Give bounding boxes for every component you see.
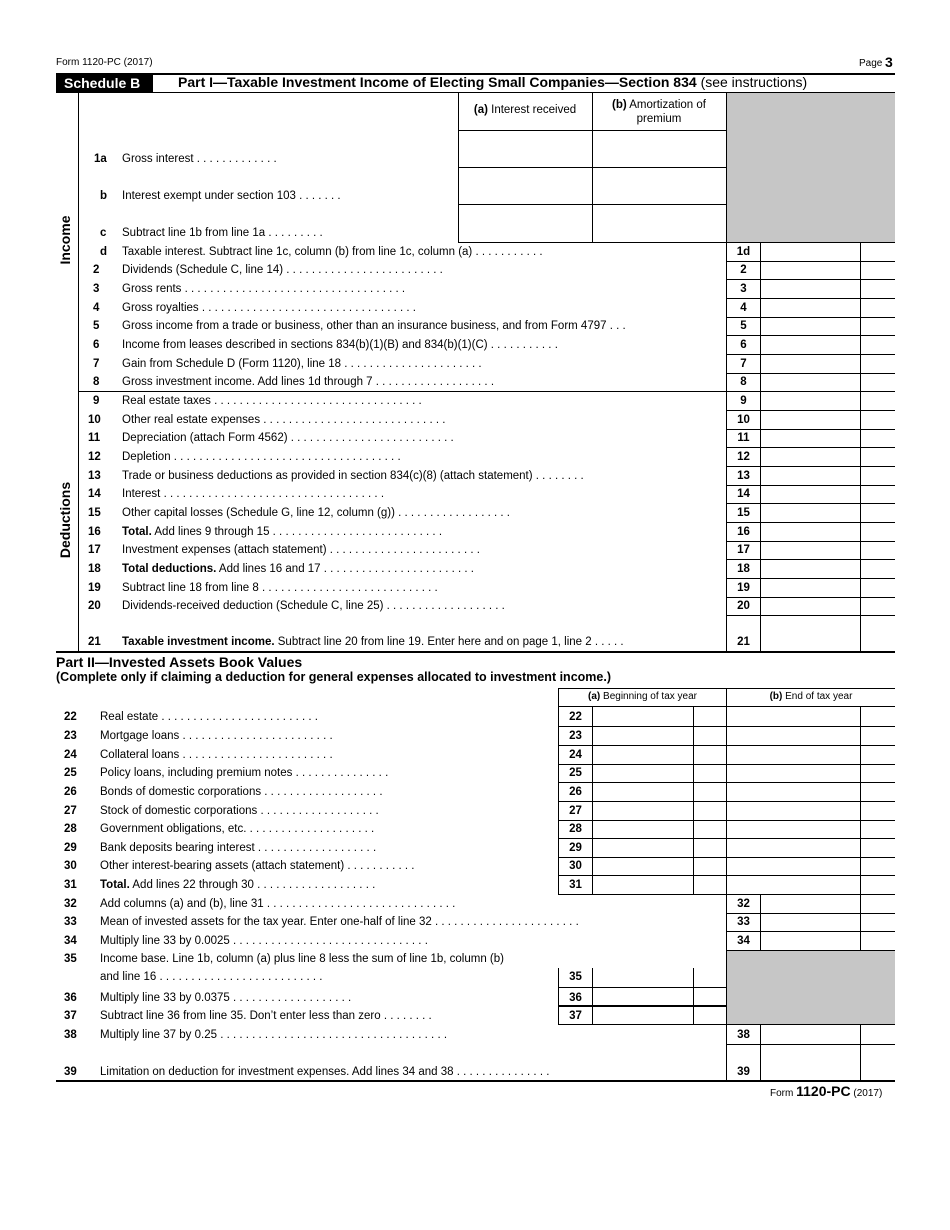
- line-label: Collateral loans . . . . . . . . . . . . . . . . . . . . . . . .: [100, 749, 333, 761]
- line-number: 6: [93, 339, 100, 351]
- shaded-area-top: [727, 93, 895, 242]
- line-13-cents-input[interactable]: [861, 467, 895, 485]
- line-20-amount-input[interactable]: [761, 597, 860, 615]
- line-28-col-b-input[interactable]: [727, 820, 860, 838]
- line-1d-amount-input[interactable]: [761, 243, 860, 261]
- line-box-number: 8: [740, 376, 747, 388]
- part2-subtitle: (Complete only if claiming a deduction for general expenses allocated to investment income.): [56, 670, 611, 684]
- line-30-col-a-input[interactable]: [593, 857, 693, 875]
- line-label: Total. Add lines 9 through 15 . . . . . . . . . . . . . . . . . . . . . . . . . . .: [122, 526, 443, 538]
- line-number: 34: [64, 935, 77, 947]
- line-label: Real estate taxes . . . . . . . . . . . . . . . . . . . . . . . . . . . . . . . . .: [122, 395, 422, 407]
- line-label: Taxable investment income. Subtract line 20 from line 19. Enter here and on page 1, line 2 . . . . .: [122, 636, 624, 648]
- line-31-col-a-input[interactable]: [593, 876, 693, 894]
- line-35-amount-input[interactable]: [593, 969, 693, 987]
- line-box-number: 22: [569, 711, 582, 723]
- line-label: Limitation on deduction for investment expenses. Add lines 34 and 38 . . . . . . . . . . . . . . .: [100, 1066, 550, 1078]
- line-5-cents-input[interactable]: [861, 317, 895, 335]
- line-label: Bonds of domestic corporations . . . . . . . . . . . . . . . . . . .: [100, 786, 383, 798]
- line-box-number: 28: [569, 823, 582, 835]
- line-6-cents-input[interactable]: [861, 336, 895, 354]
- line-1a-col-b-input[interactable]: [593, 131, 726, 167]
- line-label: Bank deposits bearing interest . . . . . . . . . . . . . . . . . . .: [100, 842, 377, 854]
- line-label: Depletion . . . . . . . . . . . . . . . . . . . . . . . . . . . . . . . . . . . .: [122, 451, 401, 463]
- line-box-number: 35: [569, 971, 582, 983]
- line-label: Total deductions. Add lines 16 and 17 . . . . . . . . . . . . . . . . . . . . . . . .: [122, 563, 474, 575]
- line-number: 21: [88, 636, 101, 648]
- line-number: 14: [88, 488, 101, 500]
- line-box-number: 6: [740, 339, 747, 351]
- line-number: b: [100, 190, 108, 202]
- line-34-amount-input[interactable]: [761, 932, 860, 950]
- line-label: Investment expenses (attach statement) . . . . . . . . . . . . . . . . . . . . . . . .: [122, 544, 480, 556]
- line-box-number: 16: [737, 526, 750, 538]
- line-14-cents-input[interactable]: [861, 485, 895, 503]
- line-box-number: 19: [737, 582, 750, 594]
- line-box-number: 12: [737, 451, 750, 463]
- line-8-amount-input[interactable]: [761, 373, 860, 391]
- line-1d-cents-input[interactable]: [861, 243, 895, 261]
- line-number: 37: [64, 1010, 77, 1022]
- line-box-number: 17: [737, 544, 750, 556]
- line-32-cents-input[interactable]: [861, 895, 895, 913]
- line-number: 25: [64, 767, 77, 779]
- line-24-col-a-input[interactable]: [593, 746, 693, 764]
- line-23-col-a-input[interactable]: [593, 727, 693, 745]
- line-29-col-a-input[interactable]: [593, 839, 693, 857]
- line-number: 32: [64, 898, 77, 910]
- line-38-cents-input[interactable]: [861, 1026, 895, 1044]
- line-27-col-b-input[interactable]: [727, 802, 860, 820]
- line-label: Total. Add lines 22 through 30 . . . . . . . . . . . . . . . . . . .: [100, 879, 376, 891]
- line-label: Mortgage loans . . . . . . . . . . . . . . . . . . . . . . . .: [100, 730, 333, 742]
- line-box-number: 13: [737, 470, 750, 482]
- line-30-col-b-input[interactable]: [727, 857, 860, 875]
- line-label: Dividends (Schedule C, line 14) . . . . . . . . . . . . . . . . . . . . . . . . .: [122, 264, 443, 276]
- line-label: Stock of domestic corporations . . . . . . . . . . . . . . . . . . .: [100, 805, 379, 817]
- line-9-cents-input[interactable]: [861, 392, 895, 410]
- line-23-col-b-input[interactable]: [727, 727, 860, 745]
- line-6-amount-input[interactable]: [761, 336, 860, 354]
- line-11-cents-input[interactable]: [861, 429, 895, 447]
- line-number: 8: [93, 376, 100, 388]
- line-37-amount-input[interactable]: [593, 1007, 693, 1025]
- line-box-number: 18: [737, 563, 750, 575]
- line-1b-col-a-input[interactable]: [459, 168, 592, 204]
- line-box-number: 3: [740, 283, 747, 295]
- line-12-amount-input[interactable]: [761, 448, 860, 466]
- line-19-cents-input[interactable]: [861, 579, 895, 597]
- line-15-amount-input[interactable]: [761, 504, 860, 522]
- line-box-number: 5: [740, 320, 747, 332]
- line-1a-col-a-input[interactable]: [459, 131, 592, 167]
- line-box-number: 20: [737, 600, 750, 612]
- line-box-number: 23: [569, 730, 582, 742]
- line-2-cents-input[interactable]: [861, 261, 895, 279]
- deductions-side-label: Deductions: [57, 481, 73, 559]
- line-4-cents-input[interactable]: [861, 299, 895, 317]
- line-label: Gross interest . . . . . . . . . . . . .: [122, 153, 277, 165]
- line-label: Subtract line 1b from line 1a . . . . . . . . .: [122, 227, 323, 239]
- line-39-amount-input[interactable]: [761, 1044, 860, 1080]
- line-box-number: 26: [569, 786, 582, 798]
- line-number: 29: [64, 842, 77, 854]
- line-box-number: 37: [569, 1010, 582, 1022]
- schedule-badge: Schedule B: [56, 74, 153, 92]
- line-number: 7: [93, 358, 100, 370]
- col-b-header: (b) Amortization of premium: [612, 99, 706, 125]
- line-number: 28: [64, 823, 77, 835]
- line-box-number: 32: [737, 898, 750, 910]
- col-a-header: (a) Interest received: [473, 104, 577, 116]
- line-21-cents-input[interactable]: [861, 614, 895, 650]
- line-1c-col-a-input[interactable]: [459, 205, 592, 241]
- line-15-cents-input[interactable]: [861, 504, 895, 522]
- line-31-col-b-input[interactable]: [727, 876, 860, 894]
- line-number: 16: [88, 526, 101, 538]
- line-label: Add columns (a) and (b), line 31 . . . . . . . . . . . . . . . . . . . . . . . . . . . . . .: [100, 898, 456, 910]
- line-18-amount-input[interactable]: [761, 560, 860, 578]
- line-number: 23: [64, 730, 77, 742]
- line-label: Government obligations, etc. . . . . . . . . . . . . . . . . . . . .: [100, 823, 375, 835]
- line-number: 5: [93, 320, 100, 332]
- line-38-amount-input[interactable]: [761, 1026, 860, 1044]
- line-24-col-b-input[interactable]: [727, 746, 860, 764]
- line-label: Interest . . . . . . . . . . . . . . . . . . . . . . . . . . . . . . . . . . .: [122, 488, 385, 500]
- line-label: Trade or business deductions as provided in section 834(c)(8) (attach statement) . . . . . . . .: [122, 470, 584, 482]
- page-label: Page: [859, 58, 883, 69]
- line-label: Depreciation (attach Form 4562) . . . . . . . . . . . . . . . . . . . . . . . . . .: [122, 432, 454, 444]
- line-box-number: 1d: [736, 246, 751, 258]
- line-label: Multiply line 37 by 0.25 . . . . . . . . . . . . . . . . . . . . . . . . . . . . . . . . . . . .: [100, 1029, 448, 1041]
- line-22-col-a-input[interactable]: [593, 708, 693, 726]
- part2-title: Part II—Invested Assets Book Values: [56, 654, 303, 670]
- line-number: 27: [64, 805, 77, 817]
- line-16-amount-input[interactable]: [761, 523, 860, 541]
- line-box-number: 9: [740, 395, 747, 407]
- line-label: Interest exempt under section 103 . . . . . . .: [122, 190, 341, 202]
- part2-col-b-header: (b) End of tax year: [769, 691, 853, 702]
- line-39-cents-input[interactable]: [861, 1044, 895, 1080]
- line-25-col-b-input[interactable]: [727, 764, 860, 782]
- schedule-title: Part I—Taxable Investment Income of Electing Small Companies—Section 834 (see instructions): [178, 74, 808, 90]
- form-header-label: Form 1120-PC (2017): [56, 57, 153, 68]
- line-14-amount-input[interactable]: [761, 485, 860, 503]
- line-box-number: 27: [569, 805, 582, 817]
- shaded-area-bottom: [727, 950, 895, 1024]
- line-number: 12: [88, 451, 101, 463]
- line-number: 38: [64, 1029, 77, 1041]
- line-label: Gross rents . . . . . . . . . . . . . . . . . . . . . . . . . . . . . . . . . . .: [122, 283, 406, 295]
- income-side-label: Income: [57, 215, 73, 265]
- line-box-number: 2: [740, 264, 747, 276]
- line-1c-col-b-input[interactable]: [593, 205, 726, 241]
- line-box-number: 24: [569, 749, 582, 761]
- line-26-col-b-input[interactable]: [727, 783, 860, 801]
- line-34-cents-input[interactable]: [861, 932, 895, 950]
- line-number: 17: [88, 544, 101, 556]
- line-11-amount-input[interactable]: [761, 429, 860, 447]
- line-number: 30: [64, 860, 77, 872]
- line-10-cents-input[interactable]: [861, 411, 895, 429]
- page-number: 3: [885, 54, 893, 70]
- line-9-amount-input[interactable]: [761, 392, 860, 410]
- line-36-amount-input[interactable]: [593, 989, 693, 1007]
- line-label: Other real estate expenses . . . . . . . . . . . . . . . . . . . . . . . . . . . . .: [122, 414, 446, 426]
- line-number: 9: [93, 395, 100, 407]
- line-16-cents-input[interactable]: [861, 523, 895, 541]
- line-label: Real estate . . . . . . . . . . . . . . . . . . . . . . . . .: [100, 711, 318, 723]
- line-3-amount-input[interactable]: [761, 280, 860, 298]
- line-number: 2: [93, 264, 100, 276]
- line-33-cents-input[interactable]: [861, 913, 895, 931]
- line-number: 10: [88, 414, 101, 426]
- line-box-number: 4: [740, 302, 747, 314]
- line-number: 19: [88, 582, 101, 594]
- line-13-amount-input[interactable]: [761, 467, 860, 485]
- line-box-number: 34: [737, 935, 750, 947]
- line-label: Other interest-bearing assets (attach statement) . . . . . . . . . . .: [100, 860, 415, 872]
- line-number: 36: [64, 992, 77, 1004]
- line-label: Income from leases described in sections 834(b)(1)(B) and 834(b)(1)(C) . . . . . . . . . . .: [122, 339, 558, 351]
- line-7-amount-input[interactable]: [761, 355, 860, 373]
- line-box-number: 39: [737, 1066, 750, 1078]
- footer-form-label: Form 1120-PC (2017): [770, 1083, 883, 1099]
- line-3-cents-input[interactable]: [861, 280, 895, 298]
- line-label: Multiply line 33 by 0.0375 . . . . . . . . . . . . . . . . . . .: [100, 992, 352, 1004]
- line-box-number: 29: [569, 842, 582, 854]
- line-box-number: 31: [569, 879, 582, 891]
- line-26-col-a-input[interactable]: [593, 783, 693, 801]
- line-number: 35: [64, 953, 77, 965]
- line-33-amount-input[interactable]: [761, 913, 860, 931]
- line-box-number: 25: [569, 767, 582, 779]
- line-box-number: 21: [737, 636, 750, 648]
- line-19-amount-input[interactable]: [761, 579, 860, 597]
- line-label: Other capital losses (Schedule G, line 12, column (g)) . . . . . . . . . . . . . . . . . .: [122, 507, 510, 519]
- line-box-number: 11: [737, 432, 750, 444]
- line-17-amount-input[interactable]: [761, 541, 860, 559]
- part2-col-a-header: (a) Beginning of tax year: [588, 691, 697, 702]
- line-label: Gross investment income. Add lines 1d through 7 . . . . . . . . . . . . . . . . . . .: [122, 376, 495, 388]
- line-box-number: 15: [737, 507, 750, 519]
- line-12-cents-input[interactable]: [861, 448, 895, 466]
- line-22-col-b-input[interactable]: [727, 708, 860, 726]
- line-label: Mean of invested assets for the tax year. Enter one-half of line 32 . . . . . . . . . . . . . . . . . . . . . . .: [100, 916, 579, 928]
- line-label: Subtract line 36 from line 35. Don’t enter less than zero . . . . . . . .: [100, 1010, 432, 1022]
- line-10-amount-input[interactable]: [761, 411, 860, 429]
- line-18-cents-input[interactable]: [861, 560, 895, 578]
- line-number: 13: [88, 470, 101, 482]
- line-box-number: 38: [737, 1029, 750, 1041]
- line-number: 11: [88, 432, 101, 444]
- line-2-amount-input[interactable]: [761, 261, 860, 279]
- line-28-col-a-input[interactable]: [593, 820, 693, 838]
- line-number: 39: [64, 1066, 77, 1078]
- line-label: Policy loans, including premium notes . . . . . . . . . . . . . . .: [100, 767, 389, 779]
- line-label: Taxable interest. Subtract line 1c, column (b) from line 1c, column (a) . . . . . . . . . . .: [122, 246, 543, 258]
- line-number: 4: [93, 302, 100, 314]
- line-number: 33: [64, 916, 77, 928]
- line-label: Gain from Schedule D (Form 1120), line 18 . . . . . . . . . . . . . . . . . . . . . .: [122, 358, 482, 370]
- line-7-cents-input[interactable]: [861, 355, 895, 373]
- line-number: 24: [64, 749, 77, 761]
- line-21-amount-input[interactable]: [761, 614, 860, 650]
- line-label: Income base. Line 1b, column (a) plus line 8 less the sum of line 1b, column (b): [100, 953, 504, 965]
- line-label: Dividends-received deduction (Schedule C, line 25) . . . . . . . . . . . . . . . . . . .: [122, 600, 505, 612]
- line-label: Multiply line 33 by 0.0025 . . . . . . . . . . . . . . . . . . . . . . . . . . . . . . .: [100, 935, 428, 947]
- line-number: 15: [88, 507, 101, 519]
- line-29-col-b-input[interactable]: [727, 839, 860, 857]
- line-number: 3: [93, 283, 100, 295]
- line-box-number: 30: [569, 860, 582, 872]
- line-number: d: [100, 246, 108, 258]
- line-4-amount-input[interactable]: [761, 299, 860, 317]
- line-number: c: [100, 227, 107, 239]
- line-5-amount-input[interactable]: [761, 317, 860, 335]
- line-box-number: 33: [737, 916, 750, 928]
- line-number: 18: [88, 563, 101, 575]
- line-27-col-a-input[interactable]: [593, 802, 693, 820]
- line-number: 22: [64, 711, 77, 723]
- line-20-cents-input[interactable]: [861, 597, 895, 615]
- line-8-cents-input[interactable]: [861, 373, 895, 391]
- line-label: Gross income from a trade or business, other than an insurance business, and from Form 4797 . . .: [122, 320, 626, 332]
- line-17-cents-input[interactable]: [861, 541, 895, 559]
- line-1b-col-b-input[interactable]: [593, 168, 726, 204]
- line-label-cont: and line 16 . . . . . . . . . . . . . . . . . . . . . . . . . .: [100, 971, 323, 983]
- line-32-amount-input[interactable]: [761, 895, 860, 913]
- line-number: 26: [64, 786, 77, 798]
- line-number: 1a: [94, 153, 107, 165]
- line-box-number: 14: [737, 488, 750, 500]
- line-25-col-a-input[interactable]: [593, 764, 693, 782]
- line-box-number: 10: [737, 414, 750, 426]
- line-number: 20: [88, 600, 101, 612]
- line-label: Subtract line 18 from line 8 . . . . . . . . . . . . . . . . . . . . . . . . . . . .: [122, 582, 438, 594]
- line-label: Gross royalties . . . . . . . . . . . . . . . . . . . . . . . . . . . . . . . . . .: [122, 302, 416, 314]
- line-number: 31: [64, 879, 77, 891]
- line-box-number: 36: [569, 992, 582, 1004]
- line-box-number: 7: [740, 358, 747, 370]
